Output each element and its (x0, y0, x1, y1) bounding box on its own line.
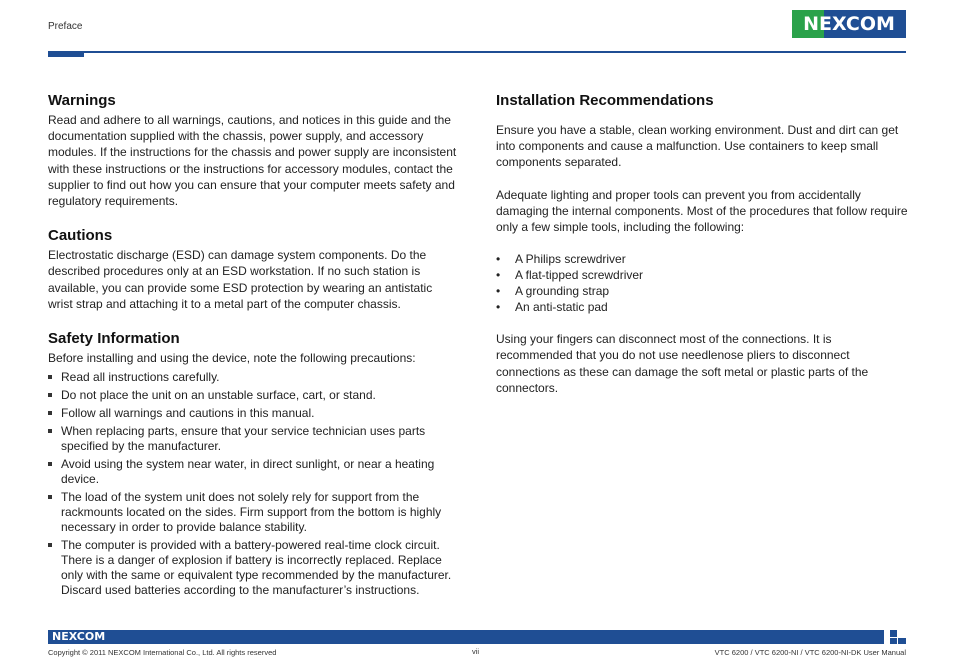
header-divider-tab (48, 51, 84, 57)
left-column (48, 90, 460, 601)
tools-list (496, 251, 908, 315)
list-item: Follow all warnings and cautions in this manual. (48, 406, 460, 421)
safety-heading: Safety Information (48, 330, 180, 348)
list-item: The load of the system unit does not solely rely for support from the rackmounts located on the sides. Firm support from the bottom is highly necessary in order to provide balance stability. (48, 490, 460, 535)
list-item: Read all instructions carefully. (48, 370, 460, 385)
list-item: Do not place the unit on an unstable surface, cart, or stand. (48, 388, 460, 403)
list-item: • A Philips screwdriver (496, 251, 908, 267)
safety-list (48, 370, 460, 598)
header-divider (48, 51, 906, 53)
right-column (496, 90, 908, 396)
list-item: • A grounding strap (496, 283, 908, 299)
install-heading: Installation Recommendations (496, 92, 714, 109)
cautions-heading: Cautions (48, 227, 113, 245)
list-item: When replacing parts, ensure that your service technician uses parts specified by the manufacturer. (48, 424, 460, 454)
footer-square-icon (890, 638, 897, 644)
manual-title: VTC 6200 / VTC 6200-NI / VTC 6200-NI-DK User Manual (714, 648, 906, 657)
copyright-text: Copyright © 2011 NEXCOM International Co., Ltd. All rights reserved (48, 648, 277, 657)
list-item: • An anti-static pad (496, 299, 908, 315)
cautions-body: Electrostatic discharge (ESD) can damage system components. Do the described procedures only at an ESD workstation. If no such station is available, you can provide some ESD protection by wearing an antistatic wrist strap and attaching it to a metal part of the computer chassis. (48, 248, 433, 311)
footer-logo: NEXCOM (52, 630, 106, 643)
list-item: The computer is provided with a battery-powered real-time clock circuit. There is a danger of explosion if battery is incorrectly replaced. Replace only with the same or equivalent type recommended by the manufacturer. Discard used batteries according to the manufacturer’s instructions. (48, 538, 460, 598)
footer-square-icon (890, 630, 897, 637)
footer-bar (48, 630, 884, 644)
warnings-heading: Warnings (48, 92, 116, 109)
install-paragraph-3: Using your fingers can disconnect most of the connections. It is recommended that you do not use needlenose pliers to disconnect connections as these can damage the soft metal or plastic parts of the connectors. (496, 332, 869, 395)
list-item: Avoid using the system near water, in direct sunlight, or near a heating device. (48, 457, 460, 487)
logo-text: NEXCOM (803, 13, 895, 35)
list-item: • A flat-tipped screwdriver (496, 267, 908, 283)
section-label: Preface (48, 21, 83, 32)
safety-intro: Before installing and using the device, note the following precautions: (48, 351, 416, 366)
nexcom-logo (792, 10, 906, 38)
install-paragraph-2: Adequate lighting and proper tools can prevent you from accidentally damaging the internal components. Most of the procedures that follow require only a few simple tools, including the following: (496, 187, 908, 235)
install-paragraph-1: Ensure you have a stable, clean working environment. Dust and dirt can get into components and cause a malfunction. Use containers to keep small components separated. (496, 123, 899, 170)
page-number: vii (472, 647, 480, 656)
footer-square-icon (898, 638, 906, 644)
warnings-body: Read and adhere to all warnings, cautions, and notices in this guide and the documentation supplied with the chassis, power supply, and accessory modules. If the instructions for the chassis and power supply are inconsistent with these instructions or the instructions for accessory modules, contact the supplier to find out how you can ensure that your computer meets safety and regulatory requirements. (48, 113, 457, 209)
